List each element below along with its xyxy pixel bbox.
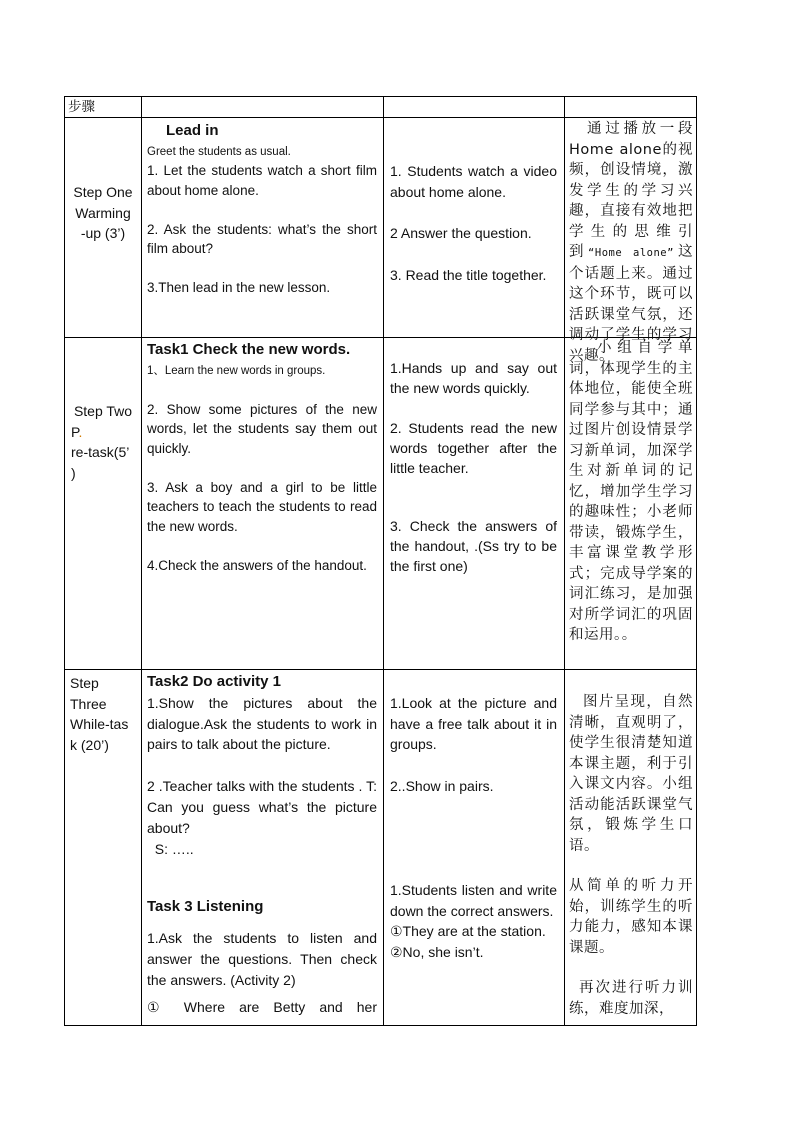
table-rule <box>64 1025 697 1026</box>
teacher-activity: Task1 Check the new words. 1、Learn the new words in groups. 2. Show some pictures of the new words, let the students say them out quickly. 3. Ask a boy and a girl to be little teachers to teach the students to read the new words. 4.Check the answers of the handout. <box>147 341 377 573</box>
section-title: Lead in <box>166 122 219 139</box>
design-purpose: 小组自学单词，体现学生的主体地位，能使全班同学参与其中；通过图片创设情景学习新单词，加深学生对新单词的记忆，增加学生学习的趣味性；小老师带读，锻炼学生，丰富课堂教学形式；完成导学案的词汇练习，是加强对所学词汇的巩固和运用。。 <box>569 340 693 643</box>
student-activity: 1. Students watch a video about home alone. 2 Answer the question. 3. Read the title together. <box>390 163 557 283</box>
intro-text: 1、Learn the new words in groups. <box>147 365 326 377</box>
intro-text: Greet the students as usual. <box>147 146 291 158</box>
table-rule <box>64 117 697 118</box>
section-title: Task1 Check the new words. <box>147 341 351 358</box>
design-purpose: 通过播放一段Home alone的视频，创设情境，激发学生的学习兴趣，直接有效地把学生的思维引到“Home alone”这个话题上来。通过这个环节，既可以活跃课堂气氛，还调动了学生的学习兴趣。 <box>569 121 693 364</box>
step-label: Step One Warming -up (3’) <box>73 184 133 241</box>
table-rule <box>64 96 697 97</box>
student-activity: 1.Look at the picture and have a free talk about it in groups. 2..Show in pairs. 1.Students listen and write down the correct answers. ①They are at the station. ②No, she isn’t. <box>390 695 557 960</box>
student-activity: 1.Hands up and say out the new words quickly. 2. Students read the new words together after the little teacher. 3. Check the answers of the handout, .(Ss try to be the first one) <box>390 360 557 574</box>
table-rule <box>141 96 142 1026</box>
section-title: Task2 Do activity 1 <box>147 673 281 690</box>
table-rule <box>64 96 65 1026</box>
header-step: 步骤 <box>68 99 95 114</box>
design-purpose: 图片呈现，自然清晰，直观明了，使学生很清楚知道本课主题，利于引入课文内容。小组活动能活跃课堂气氛，锻炼学生口语。 从简单的听力开始，训练学生的听力能力，感知本课课题。 再次进行听力训练，难度加深， <box>569 694 693 1017</box>
step-label: Step Two P. re-task(5’ ) <box>71 403 133 481</box>
teacher-activity: Lead in Greet the students as usual. 1. Let the students watch a short film about home alone. 2. Ask the students: what’s the short film about? 3.Then lead in the new lesson. <box>147 122 377 295</box>
table-rule <box>696 96 697 1026</box>
table-rule <box>383 96 384 1026</box>
table-rule <box>564 96 565 1026</box>
teacher-activity: Task2 Do activity 1 1.Show the pictures about the dialogue.Ask the students to work in pairs to talk about the picture. 2 .Teacher talks with the students . T: Can you guess what’s the picture about? S: ….. Task 3 Listening 1.Ask the students to listen and answer the questions. Then check the answers. (Activity 2) ① Where are Betty and her <box>147 673 377 1016</box>
table-rule <box>64 669 697 670</box>
lesson-plan-table <box>64 96 697 1026</box>
step-label: Step Three While-tas k (20’) <box>70 675 129 753</box>
section-title: Task 3 Listening <box>147 898 264 916</box>
